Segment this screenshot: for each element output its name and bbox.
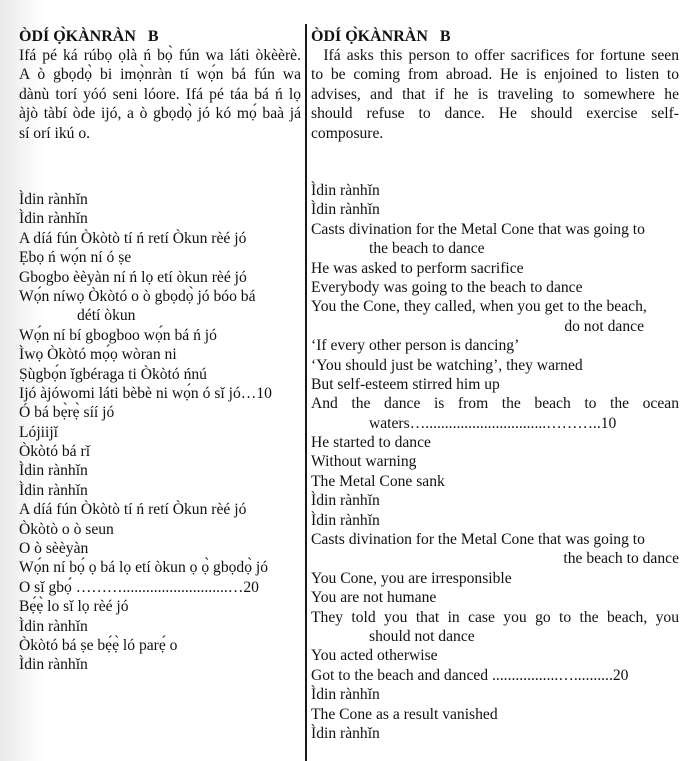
verse-line: He started to dance [311,434,431,452]
verse-line: Ìdin rànhǐn [19,481,88,499]
verse-line: Ìdin rànhǐn [311,724,380,742]
verse-line: Ìdin rànhǐn [19,617,88,635]
verse-line: And the dance is from the beach to the ocean [311,395,679,413]
verse-line: You acted otherwise [311,647,438,665]
verse-line: O ò sèèyàn [19,540,89,558]
verse-line: O sǐ gbọ́ ………...........................…20 [19,578,259,596]
verse-line: ‘You should just be watching’, they warned [311,356,583,374]
verse-line: Ìdin rànhǐn [311,511,380,529]
verse-line: Ìdin rànhǐn [311,492,380,510]
verse-line: Òkòtò o ò seun [19,520,114,538]
english-title: ÒDÍ Ọ̀KÀNRÀN B [311,28,451,45]
verse-line: Ìdin rànhǐn [19,210,88,228]
verse-line: Everybody was going to the beach to dance [311,278,583,296]
verse-line: Ṣùgbọ́n ǐgbéraga ti Òkòtó ńnú [19,365,207,383]
verse-line: You are not humane [311,589,437,607]
verse-line: Ìdin rànhǐn [311,182,380,199]
verse-line: do not dance [564,317,644,335]
verse-line: The Cone as a result vanished [311,705,498,723]
verse-line: should not dance [369,627,475,645]
english-verses [311,181,679,743]
intro-line: A ò gbọdọ̀ bi imọ̀nràn tí wọ́n bá fún wa [19,66,301,84]
intro-line: Ifá asks this person to offer sacrifices for fortune seen [311,47,679,64]
verse-line: Òkòtó bá ṣe bẹ́ẹ̀ ló parẹ́ o [19,636,178,654]
yoruba-title: ÒDÍ Ọ̀KÀNRÀN B [19,28,159,45]
verse-line: ‘If every other person is dancing’ [311,337,520,355]
intro-line: sí orí ikú o. [19,124,91,142]
verse-line: détí òkun [77,307,136,325]
verse-line: waters…...............................………..10 [369,414,617,432]
intro-line: composure. [311,124,384,142]
verse-line: Lójiijǐ [19,423,58,441]
verse-line: Casts divination for the Metal Cone that was going to [311,531,645,549]
verse-line: Wọ́n ní bí gbogboo wọ́n bá ń jó [19,326,217,344]
verse-line: You the Cone, they called, when you get to the beach, [311,298,647,316]
verse-line: Ìdin rànhǐn [19,191,88,208]
intro-line: Ifá pé ká rúbọ ọlà ń bọ̀ fún wa láti òkèèrè. [19,47,301,64]
verse-line: The Metal Cone sank [311,472,445,490]
intro-line: àjò tàbí òde ijó, a ò gbọdọ̀ jó kó mọ́ baà já [19,105,301,123]
verse-line: But self-esteem stirred him up [311,375,500,393]
verse-line: the beach to dance [369,240,485,258]
intro-line: dànù torí yóó seni lóore. Ifá pé táa bá ń lọ [19,85,301,103]
verse-line: A díá fún Òkòtò tí ń retí Òkun rèé jó [19,501,247,519]
verse-line: You Cone, you are irresponsible [311,569,512,587]
yoruba-intro [19,46,301,143]
verse-line: Without warning [311,453,417,471]
english-intro [311,46,679,143]
verse-line: Ẹbọ ń wọ́n ní ó ṣe [19,249,132,267]
verse-line: the beach to dance [563,550,679,568]
verse-line: Gbogbo èèyàn ní ń lọ etí òkun rèé jó [19,268,247,286]
verse-line: Ìdin rànhǐn [19,656,88,674]
verse-line: Ó bá bẹ̀rẹ̀ síí jó [19,404,115,422]
verse-line: Bẹ́ẹ̀ lo sǐ lọ rèé jó [19,598,129,616]
verse-line: Ìdin rànhǐn [311,201,380,219]
verse-line: Casts divination for the Metal Cone that was going to [311,220,645,238]
verse-line: Ìwọ Òkòtó mọ́ọ wòran ni [19,346,177,364]
verse-line: Got to the beach and danced .................…..........20 [311,666,629,684]
verse-line: Ìdin rànhǐn [19,462,88,480]
verse-line: Òkòtó bá rǐ [19,443,91,461]
verse-line: A díá fún Òkòtò tí ń retí Òkun rèé jó [19,229,247,247]
verse-line: Wọ́n níwọ Òkòtó o ò gbọdọ̀ jó bóo bá [19,287,256,305]
verse-line: Ijó àjówomi láti bèbè ni wọ́n ó sǐ jó…10 [19,384,272,402]
verse-line: Wọ́n ní bọ́ ọ bá lọ etí òkun ọ ọ̀ gbọdọ̀ jó [19,559,269,577]
verse-line: He was asked to perform sacrifice [311,259,524,277]
intro-line: to be coming from abroad. He is enjoined to listen to [311,66,679,84]
verse-line: Ìdin rànhǐn [311,686,380,704]
column-divider [305,24,307,761]
intro-line: should refuse to dance. He should exercise self- [311,105,679,123]
intro-line: advises, and that if he is traveling to somewhere he [311,85,679,103]
verse-line: They told you that in case you go to the beach, you [311,608,679,626]
yoruba-verses [19,190,301,675]
